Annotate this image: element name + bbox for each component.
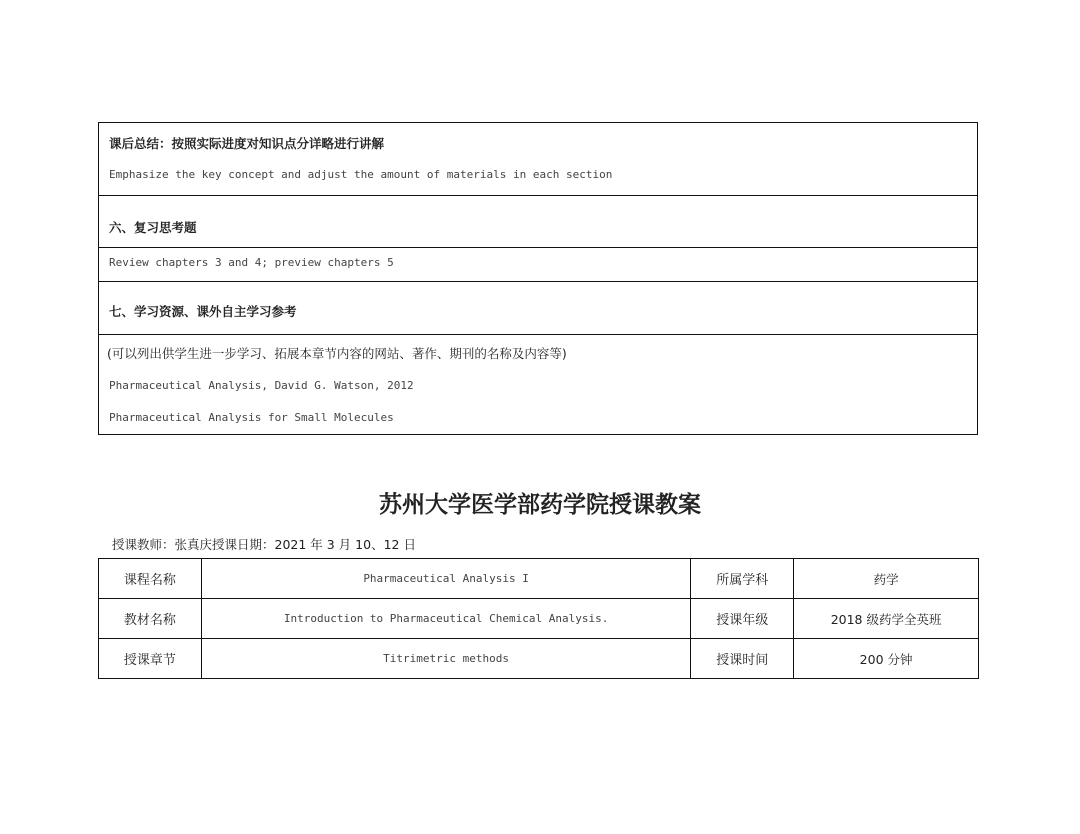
textbook-value: Introduction to Pharmaceutical Chemical Analysis. bbox=[201, 599, 690, 639]
summary-label: 课后总结：按照实际进度对知识点分详略进行讲解 bbox=[109, 136, 385, 151]
course-name-value: Pharmaceutical Analysis I bbox=[201, 559, 690, 599]
duration-value: 200 分钟 bbox=[794, 639, 979, 679]
summary-section bbox=[99, 123, 977, 196]
resources-heading: 七、学习资源、课外自主学习参考 bbox=[109, 304, 297, 319]
teacher-date-line: 授课教师：张真庆授课日期：2021 年 3 月 10、12 日 bbox=[112, 537, 416, 552]
grade-value: 2018 级药学全英班 bbox=[794, 599, 979, 639]
grade-label: 授课年级 bbox=[691, 599, 794, 639]
resource-item: Pharmaceutical Analysis for Small Molecules bbox=[109, 411, 394, 424]
chapter-value: Titrimetric methods bbox=[201, 639, 690, 679]
review-heading-section bbox=[99, 195, 977, 248]
resources-heading-section bbox=[99, 281, 977, 335]
page-title: 苏州大学医学部药学院授课教案 bbox=[379, 491, 701, 518]
resources-section bbox=[99, 334, 977, 434]
summary-text: Emphasize the key concept and adjust the amount of materials in each section bbox=[109, 168, 613, 181]
course-info-table bbox=[98, 558, 979, 679]
chapter-label: 授课章节 bbox=[99, 639, 202, 679]
review-section bbox=[99, 247, 977, 282]
duration-label: 授课时间 bbox=[691, 639, 794, 679]
review-heading: 六、复习思考题 bbox=[109, 220, 197, 235]
table-row bbox=[99, 639, 979, 679]
course-name-label: 课程名称 bbox=[99, 559, 202, 599]
table-row bbox=[99, 559, 979, 599]
discipline-label: 所属学科 bbox=[691, 559, 794, 599]
resource-item: Pharmaceutical Analysis, David G. Watson, 2012 bbox=[109, 379, 414, 392]
resources-note: (可以列出供学生进一步学习、拓展本章节内容的网站、著作、期刊的名称及内容等) bbox=[107, 346, 567, 361]
review-text: Review chapters 3 and 4; preview chapters 5 bbox=[109, 256, 394, 269]
discipline-value: 药学 bbox=[794, 559, 979, 599]
textbook-label: 教材名称 bbox=[99, 599, 202, 639]
table-row bbox=[99, 599, 979, 639]
lesson-notes-box bbox=[98, 122, 978, 435]
